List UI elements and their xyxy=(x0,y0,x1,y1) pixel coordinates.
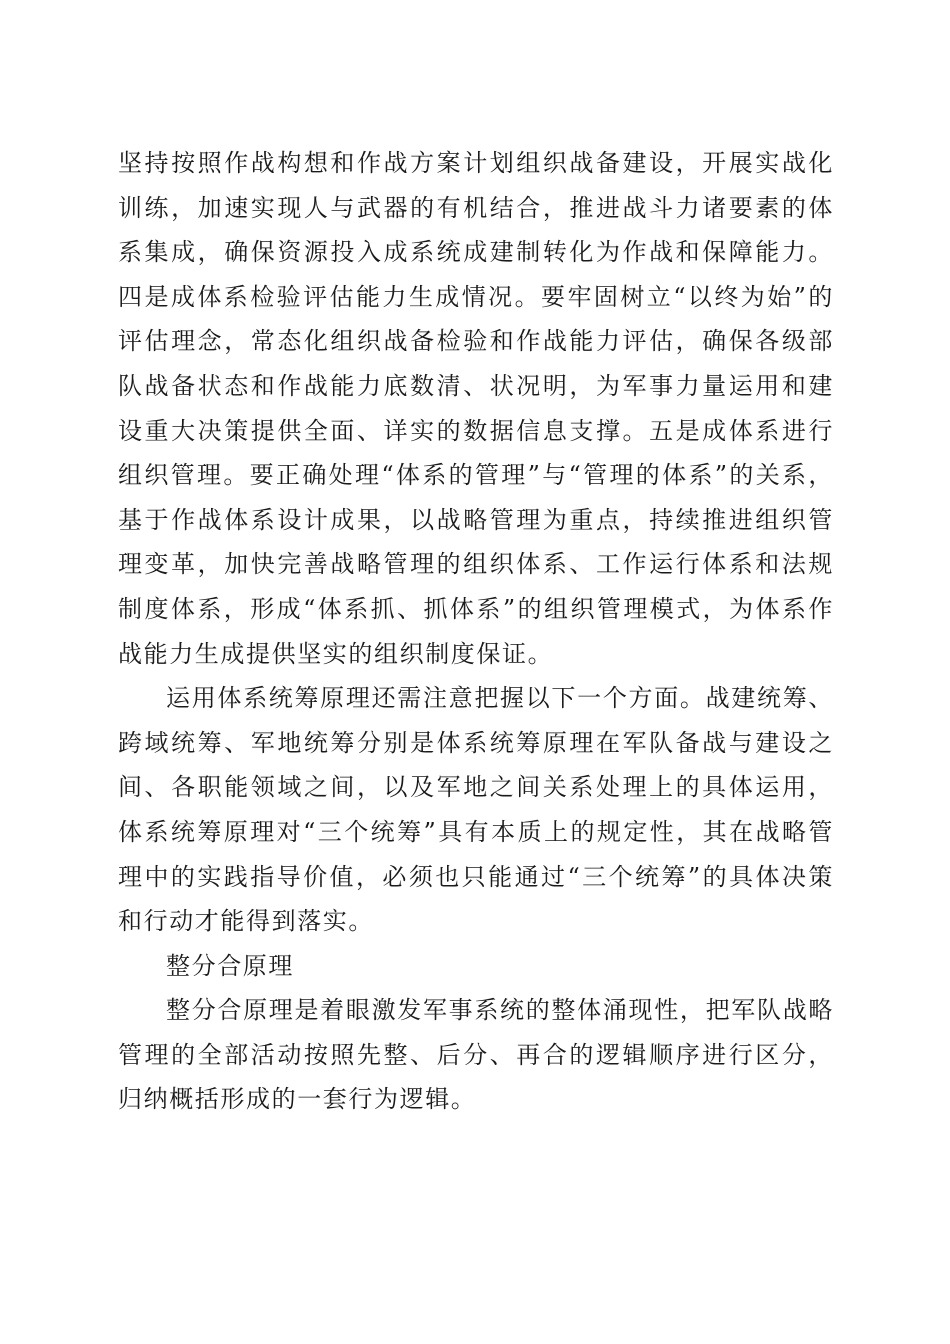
body-paragraph-2: 运用体系统筹原理还需注意把握以下一个方面。战建统筹、跨域统筹、军地统筹分别是体系统筹原理在军队备战与建设之间、各职能领域之间，以及军地之间关系处理上的具体运用，体系统筹原理对“三个统筹”具有本质上的规定性，其在战略管理中的实践指导价值，必须也只能通过“三个统筹”的具体决策和行动才能得到落实。 xyxy=(118,684,834,936)
section-heading: 整分合原理 xyxy=(166,951,294,980)
body-paragraph-1: 坚持按照作战构想和作战方案计划组织战备建设，开展实战化训练，加速实现人与武器的有机结合，推进战斗力诸要素的体系集成，确保资源投入成系统成建制转化为作战和保障能力。四是成体系检验评估能力生成情况。要牢固树立“以终为始”的评估理念，常态化组织战备检验和作战能力评估，确保各级部队战备状态和作战能力底数清、状况明，为军事力量运用和建设重大决策提供全面、详实的数据信息支撑。五是成体系进行组织管理。要正确处理“体系的管理”与“管理的体系”的关系，基于作战体系设计成果，以战略管理为重点，持续推进组织管理变革，加快完善战略管理的组织体系、工作运行体系和法规制度体系，形成“体系抓、抓体系”的组织管理模式，为体系作战能力生成提供坚实的组织制度保证。 xyxy=(118,149,834,668)
document-body xyxy=(118,141,834,1122)
body-paragraph-3: 整分合原理是着眼激发军事系统的整体涌现性，把军队战略管理的全部活动按照先整、后分、再合的逻辑顺序进行区分，归纳概括形成的一套行为逻辑。 xyxy=(118,996,834,1114)
